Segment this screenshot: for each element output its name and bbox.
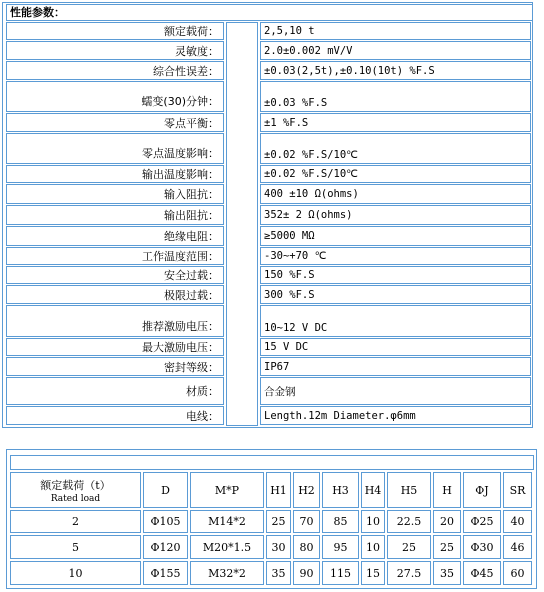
dimension-cell: M32*2 <box>190 561 264 585</box>
spec-value: ±0.02 %F.S/10℃ <box>260 133 531 164</box>
dimension-header-cell <box>190 472 264 508</box>
dimension-header-cell <box>433 472 461 508</box>
spec-value: ±0.03(2,5t),±0.10(10t) %F.S <box>260 61 531 80</box>
spec-label: 材质： <box>6 377 224 405</box>
spec-label: 绝缘电阻： <box>6 226 224 246</box>
dimension-cell: Φ30 <box>463 535 501 559</box>
spec-value: 15 V DC <box>260 338 531 356</box>
spec-value: 合金钢 <box>260 377 531 405</box>
dimension-cell: 5 <box>10 535 141 559</box>
dimension-header-cell <box>503 472 532 508</box>
dimension-header-label: H2 <box>298 483 315 497</box>
spec-label: 推荐激励电压： <box>6 305 224 337</box>
dimension-cell: 20 <box>433 510 461 533</box>
dimension-cell: 10 <box>361 535 385 559</box>
spec-label: 输出阻抗： <box>6 205 224 225</box>
dimension-header-cell <box>361 472 385 508</box>
dimension-cell: 80 <box>293 535 320 559</box>
dimension-cell: 25 <box>387 535 431 559</box>
dimension-header-label: ΦJ <box>475 483 489 497</box>
spec-label: 安全过载： <box>6 266 224 284</box>
dimension-cell: 70 <box>293 510 320 533</box>
dimension-header-cell <box>463 472 501 508</box>
dimension-header-label: D <box>161 483 170 497</box>
dimension-header-cell <box>387 472 431 508</box>
dimension-cell: Φ155 <box>143 561 188 585</box>
spec-label: 灵敏度： <box>6 41 224 60</box>
spec-spacer-column <box>226 22 258 426</box>
dimension-cell: Φ45 <box>463 561 501 585</box>
dimension-cell: 10 <box>10 561 141 585</box>
spec-title: 性能参数： <box>6 4 533 21</box>
spec-label: 输入阻抗： <box>6 184 224 204</box>
spec-value: ±1 %F.S <box>260 113 531 132</box>
spec-value: -30~+70 ℃ <box>260 247 531 265</box>
dimension-cell: M14*2 <box>190 510 264 533</box>
dimension-panel-top-bar <box>10 455 534 470</box>
spec-value: 352± 2 Ω(ohms) <box>260 205 531 225</box>
spec-label: 电线： <box>6 406 224 425</box>
dimension-cell: 10 <box>361 510 385 533</box>
dimension-cell: 30 <box>266 535 291 559</box>
dimension-cell: 115 <box>322 561 359 585</box>
spec-label: 综合性误差： <box>6 61 224 80</box>
spec-value: IP67 <box>260 357 531 376</box>
dimension-cell: Φ105 <box>143 510 188 533</box>
dimension-header-cell <box>322 472 359 508</box>
spec-value: 2.0±0.002 mV/V <box>260 41 531 60</box>
dimension-cell: 95 <box>322 535 359 559</box>
spec-label: 蠕变(30)分钟： <box>6 81 224 112</box>
dimension-cell: 85 <box>322 510 359 533</box>
spec-value: ≥5000 MΩ <box>260 226 531 246</box>
dimension-cell: M20*1.5 <box>190 535 264 559</box>
spec-label: 密封等级： <box>6 357 224 376</box>
spec-label: 额定载荷： <box>6 22 224 40</box>
dimension-header-sublabel: Rated load <box>50 493 101 504</box>
dimension-header-cell <box>293 472 320 508</box>
dimension-header-label: 额定载荷（t） <box>40 478 111 492</box>
dimension-cell: 35 <box>433 561 461 585</box>
spec-label: 输出温度影响： <box>6 165 224 183</box>
dimension-header-label: H4 <box>364 483 382 497</box>
dimension-cell: 15 <box>361 561 385 585</box>
spec-value: ±0.02 %F.S/10℃ <box>260 165 531 183</box>
spec-label: 零点温度影响： <box>6 133 224 164</box>
spec-label: 极限过载： <box>6 285 224 304</box>
dimension-cell: 35 <box>266 561 291 585</box>
dimension-cell: 25 <box>433 535 461 559</box>
dimension-cell: Φ120 <box>143 535 188 559</box>
dimension-header-cell <box>10 472 141 508</box>
dimension-cell: 40 <box>503 510 532 533</box>
spec-value: 300 %F.S <box>260 285 531 304</box>
dimension-cell: 22.5 <box>387 510 431 533</box>
dimension-header-cell <box>266 472 291 508</box>
dimension-header-cell <box>143 472 188 508</box>
dimension-cell: 25 <box>266 510 291 533</box>
dimension-header-label: M*P <box>214 483 240 497</box>
dimension-cell: 90 <box>293 561 320 585</box>
dimension-cell: 46 <box>503 535 532 559</box>
dimension-cell: Φ25 <box>463 510 501 533</box>
spec-value: 10~12 V DC <box>260 305 531 337</box>
dimension-header-label: H <box>442 483 452 497</box>
dimension-header-label: SR <box>509 483 526 497</box>
spec-value: 400 ±10 Ω(ohms) <box>260 184 531 204</box>
spec-label: 最大激励电压： <box>6 338 224 356</box>
spec-value: 150 %F.S <box>260 266 531 284</box>
dimension-cell: 60 <box>503 561 532 585</box>
dimension-header-label: H1 <box>270 483 287 497</box>
dimension-cell: 2 <box>10 510 141 533</box>
spec-value: 2,5,10 t <box>260 22 531 40</box>
spec-value: ±0.03 %F.S <box>260 81 531 112</box>
dimension-header-label: H3 <box>332 483 349 497</box>
spec-value: Length.12m Diameter.φ6mm <box>260 406 531 425</box>
dimension-header-label: H5 <box>400 483 418 497</box>
spec-label: 工作温度范围： <box>6 247 224 265</box>
dimension-cell: 27.5 <box>387 561 431 585</box>
spec-label: 零点平衡： <box>6 113 224 132</box>
